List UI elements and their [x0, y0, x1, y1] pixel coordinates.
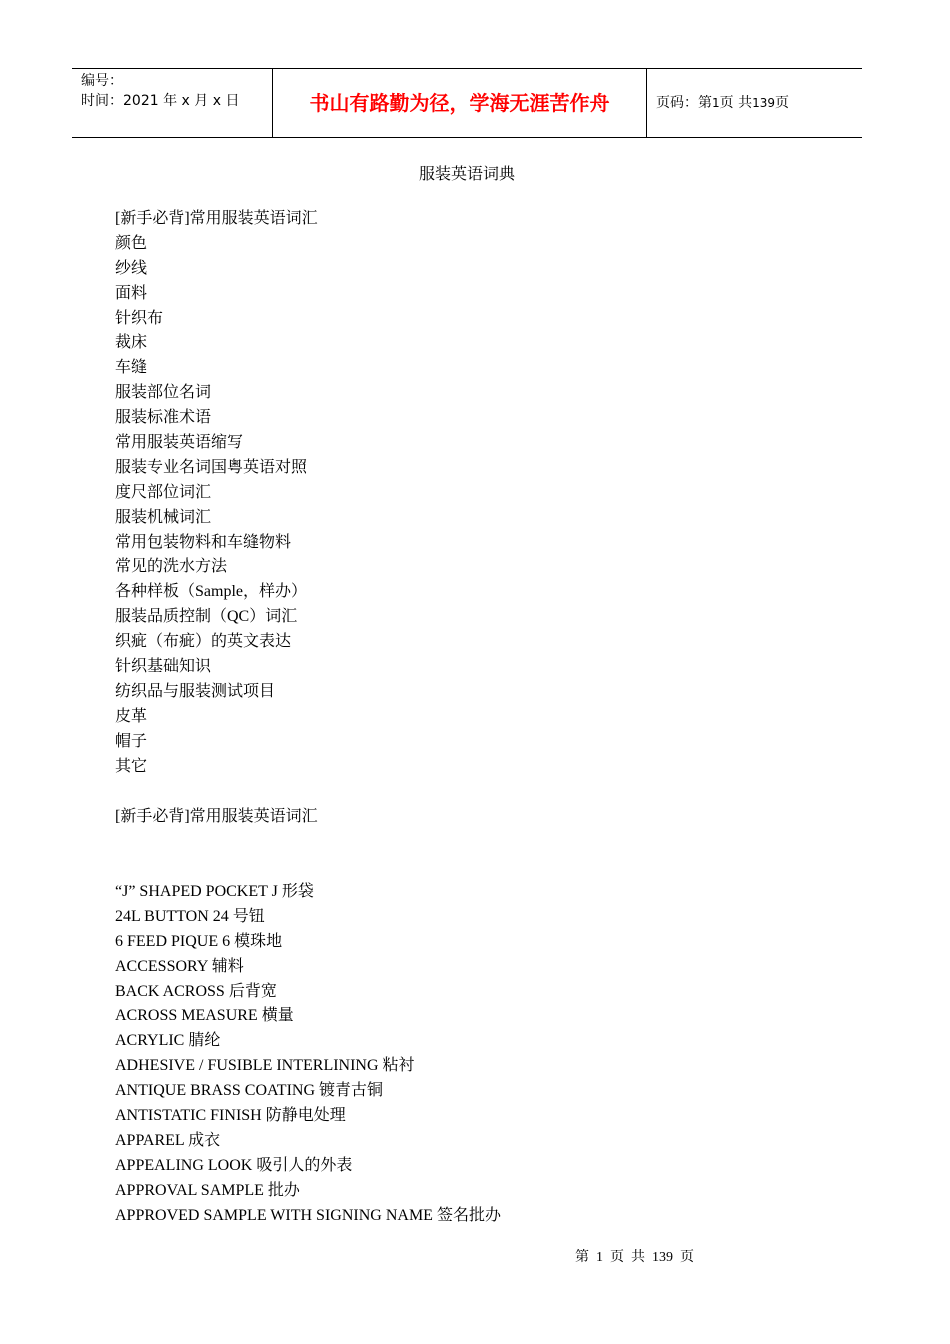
header-meta-cell: [72, 69, 273, 137]
header-table: [72, 68, 862, 138]
header-motto-cell: [273, 69, 647, 137]
toc-item: 其它: [115, 757, 148, 775]
page-total: 139: [752, 96, 775, 110]
section-heading-block: [115, 805, 835, 830]
glossary-entry: ACROSS MEASURE 横量: [115, 1007, 294, 1025]
page-suffix: 页: [775, 95, 789, 111]
page-prefix: 页码：第: [656, 95, 712, 111]
toc-item: 常见的洗水方法: [115, 558, 228, 576]
glossary-entry: ACCESSORY 辅料: [115, 957, 244, 975]
toc-item: 颜色: [115, 234, 148, 252]
toc-item: 裁床: [115, 334, 148, 352]
glossary-entry: 6 FEED PIQUE 6 模珠地: [115, 932, 283, 950]
toc-item: 服装品质控制（QC）词汇: [115, 608, 298, 626]
motto-text: 书山有路勤为径，学海无涯苦作舟: [309, 91, 610, 115]
glossary-entry: BACK ACROSS 后背宽: [115, 982, 277, 1000]
toc-item: 常用包装物料和车缝物料: [115, 533, 292, 551]
glossary-entry: “J” SHAPED POCKET J 形袋: [115, 883, 314, 900]
toc-item: 针织基础知识: [115, 658, 212, 676]
page-mid: 页 共: [719, 95, 753, 111]
toc-item: 常用服装英语缩写: [115, 434, 244, 452]
toc-item: 面料: [115, 284, 148, 302]
toc-item: 服装专业名词国粤英语对照: [115, 458, 308, 476]
glossary-entry: APPEALING LOOK 吸引人的外表: [115, 1156, 353, 1174]
number-label: 编号：: [81, 73, 123, 89]
toc-item: 服装部位名词: [115, 384, 212, 402]
toc-item: 织疵（布疵）的英文表达: [115, 633, 292, 651]
glossary-entry: 24L BUTTON 24 号钮: [115, 907, 265, 925]
toc-item: 针织布: [115, 309, 164, 327]
toc-item: 纱线: [115, 259, 148, 277]
glossary-entry: APPROVED SAMPLE WITH SIGNING NAME 签名批办: [115, 1206, 501, 1224]
page-footer: 第 1 页 共 139 页: [575, 1250, 694, 1265]
time-label: 时间：2021 年 x 月 x 日: [81, 93, 240, 109]
glossary-entry: ANTIQUE BRASS COATING 镀青古铜: [115, 1082, 384, 1100]
glossary-entry: ANTISTATIC FINISH 防静电处理: [115, 1107, 346, 1125]
toc-item: 皮革: [115, 707, 148, 725]
document-title: 服装英语词典: [418, 166, 515, 183]
toc-item: 度尺部位词汇: [115, 483, 212, 501]
toc-item: 服装机械词汇: [115, 508, 212, 526]
toc-item: 各种样板（Sample，样办）: [115, 583, 307, 601]
glossary-entry: ACRYLIC 腈纶: [115, 1032, 221, 1050]
toc-item: 车缝: [115, 359, 148, 377]
toc-item: 帽子: [115, 732, 148, 750]
table-of-contents: [115, 207, 835, 779]
glossary-entry: ADHESIVE / FUSIBLE INTERLINING 粘衬: [115, 1057, 415, 1075]
toc-item: 纺织品与服装测试项目: [115, 682, 276, 700]
glossary-list: [115, 880, 835, 1228]
header-page-cell: [647, 69, 862, 137]
glossary-entry: APPAREL 成衣: [115, 1131, 221, 1149]
page-current: 1: [712, 96, 720, 110]
section-heading: [新手必背]常用服装英语词汇: [115, 808, 318, 825]
toc-item: [新手必背]常用服装英语词汇: [115, 210, 318, 227]
glossary-entry: APPROVAL SAMPLE 批办: [115, 1181, 300, 1199]
toc-item: 服装标准术语: [115, 409, 212, 427]
